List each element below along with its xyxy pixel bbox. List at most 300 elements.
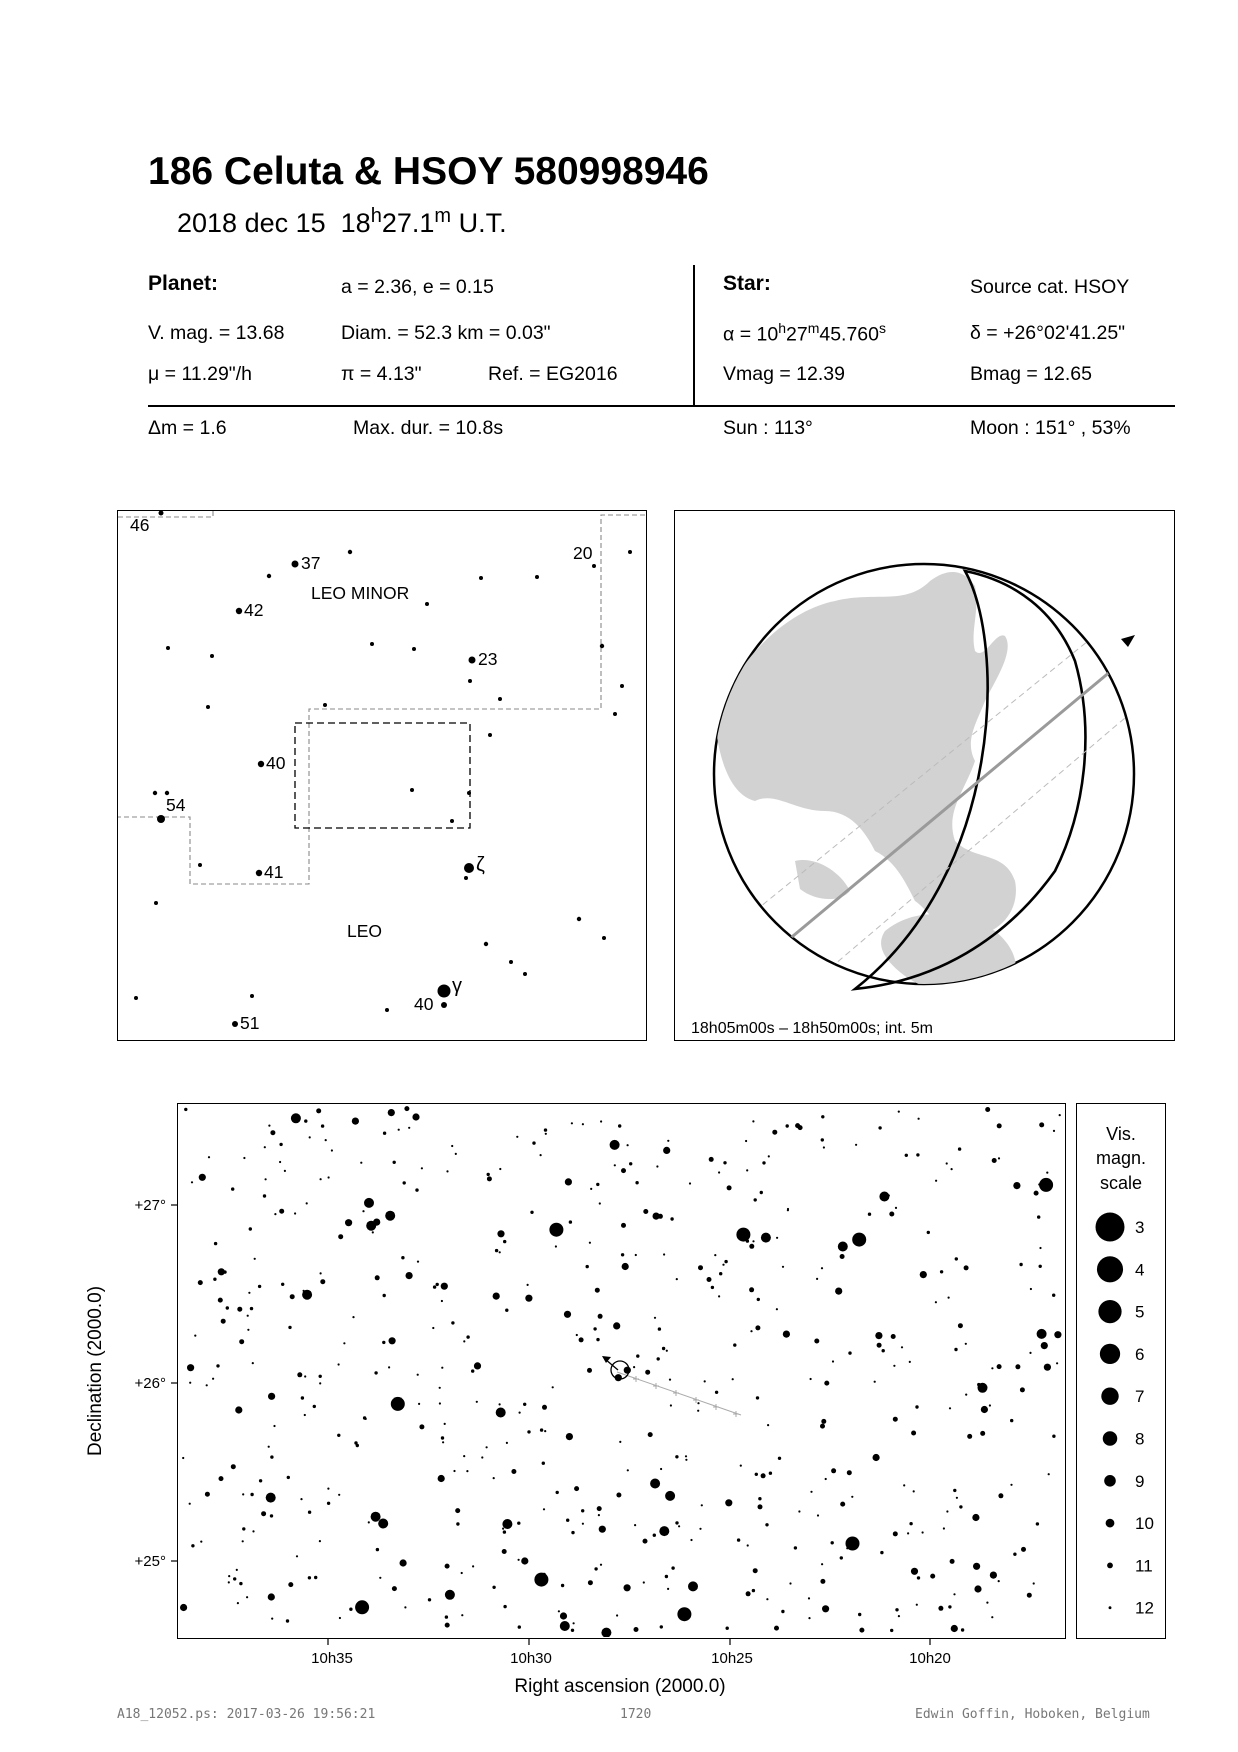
background-star [907, 1532, 909, 1534]
background-star [385, 1211, 395, 1221]
star-vmag: Vmag = 12.39 [723, 363, 845, 385]
background-star [616, 1493, 621, 1498]
background-star [549, 1223, 563, 1237]
background-star [610, 1140, 620, 1150]
background-star [382, 1341, 385, 1344]
finder-star-label: 20 [573, 543, 593, 563]
background-star [719, 1272, 722, 1275]
background-star [903, 1484, 905, 1486]
background-star [588, 1580, 593, 1585]
background-star [922, 1531, 924, 1533]
background-star [645, 1370, 650, 1375]
legend-title-line: Vis. [1106, 1124, 1136, 1144]
background-star [992, 1158, 997, 1163]
background-star [858, 1613, 861, 1616]
background-star [935, 1301, 937, 1303]
background-star [1041, 1342, 1048, 1349]
background-star [821, 1419, 826, 1424]
background-star [596, 1183, 599, 1186]
background-star [337, 1434, 340, 1437]
background-star [851, 1496, 853, 1498]
finder-star-label: 37 [301, 553, 321, 573]
background-star [629, 1162, 632, 1165]
background-star [889, 1212, 894, 1217]
background-star [461, 1572, 463, 1574]
background-star [657, 1357, 660, 1360]
background-star [279, 1161, 281, 1163]
background-star [718, 1171, 720, 1173]
background-star [1010, 1484, 1012, 1486]
background-star [481, 1456, 483, 1458]
finder-star-label: γ [452, 975, 462, 997]
background-star [824, 1381, 829, 1386]
background-star [1056, 1362, 1058, 1364]
background-star [236, 1569, 238, 1571]
background-star [1013, 1182, 1020, 1189]
background-star [959, 1505, 962, 1508]
background-star [633, 1366, 635, 1368]
legend-dot [1106, 1519, 1115, 1528]
y-tick-label: +25° [134, 1553, 166, 1570]
background-star [258, 1285, 261, 1288]
background-star [558, 1610, 560, 1612]
background-star [938, 1606, 943, 1611]
background-star [571, 1122, 573, 1124]
background-star [752, 1120, 754, 1122]
background-star [665, 1575, 668, 1578]
background-star [621, 1168, 626, 1173]
background-star [331, 1149, 333, 1151]
background-star [950, 1559, 955, 1564]
background-star [393, 1161, 396, 1164]
background-star [444, 1423, 446, 1425]
background-star [392, 1586, 397, 1591]
background-star [1027, 1593, 1032, 1598]
background-star [859, 1628, 864, 1633]
background-star [660, 1468, 662, 1470]
planet-orbit: a = 2.36, e = 0.15 [341, 276, 494, 298]
background-star [840, 1254, 845, 1259]
background-star [499, 1251, 501, 1253]
background-star [288, 1582, 293, 1587]
background-star [746, 1169, 748, 1171]
background-star [273, 1425, 275, 1427]
background-star [270, 1130, 275, 1135]
background-star [466, 1335, 469, 1338]
background-star [214, 1242, 217, 1245]
background-star [408, 1127, 410, 1129]
star-chart [177, 1103, 1066, 1639]
globe-svg [675, 511, 1173, 1039]
background-star [614, 1164, 616, 1166]
background-star [404, 1606, 406, 1608]
background-star [676, 1278, 678, 1280]
legend-title-line: magn. [1095, 1148, 1147, 1168]
background-star [755, 1325, 760, 1330]
background-star [635, 1181, 638, 1184]
background-star [789, 1582, 791, 1584]
background-star [868, 1213, 871, 1216]
planet-header: Planet: [148, 272, 219, 295]
background-star [428, 1598, 431, 1601]
background-star [270, 1455, 273, 1458]
background-star [758, 1504, 763, 1509]
background-star [653, 1534, 656, 1537]
background-star [958, 1147, 961, 1150]
background-star [237, 1602, 239, 1604]
legend-magnitude-label: 12 [1135, 1598, 1154, 1618]
background-star [724, 1260, 727, 1263]
background-star [648, 1432, 653, 1437]
legend-magnitude-label: 3 [1135, 1218, 1145, 1237]
background-star [599, 1202, 601, 1204]
background-star [953, 1593, 955, 1595]
y-tick-label: +27° [134, 1197, 166, 1214]
background-star [455, 1153, 457, 1155]
background-star [685, 1459, 687, 1461]
background-star [231, 1187, 234, 1190]
background-star [1039, 1178, 1053, 1192]
background-star [441, 1367, 443, 1369]
background-star [726, 1627, 729, 1630]
background-star [268, 1393, 275, 1400]
background-star [991, 1616, 993, 1618]
background-star [274, 1213, 276, 1215]
background-star [745, 1140, 747, 1142]
background-star [455, 1508, 460, 1513]
finder-star-label: 51 [240, 1013, 260, 1033]
background-star [766, 1598, 768, 1600]
legend-dot [1100, 1344, 1120, 1364]
background-star [309, 1136, 311, 1138]
background-star [519, 1412, 521, 1414]
background-star [573, 1622, 575, 1624]
background-star [986, 1602, 988, 1604]
background-star [715, 1391, 718, 1394]
background-star [810, 1378, 812, 1380]
background-star [461, 1614, 463, 1616]
background-star [445, 1564, 450, 1569]
background-star [372, 1231, 374, 1233]
background-star [893, 1531, 898, 1536]
background-star [355, 1600, 369, 1614]
magnitude-legend [1076, 1103, 1166, 1639]
background-star [290, 1294, 295, 1299]
background-star [368, 1521, 370, 1523]
background-star [576, 1334, 578, 1336]
background-star [242, 1540, 244, 1542]
background-star [831, 1468, 836, 1473]
background-star [955, 1257, 958, 1260]
background-star [493, 1293, 500, 1300]
background-star [521, 1557, 528, 1564]
star-source-catalog: Source cat. HSOY [970, 276, 1130, 298]
table-divider [693, 265, 695, 407]
legend-dot [1107, 1563, 1113, 1569]
background-star [304, 1414, 306, 1416]
background-star [199, 1174, 206, 1181]
background-star [288, 1326, 291, 1329]
finder-star-label: 54 [166, 795, 186, 815]
background-star [663, 1253, 665, 1255]
planet-reference: Ref. = EG2016 [488, 363, 618, 385]
background-star [953, 1489, 956, 1492]
background-star [582, 1523, 584, 1525]
x-tick-label: 10h30 [510, 1650, 552, 1667]
background-star [627, 1469, 629, 1471]
background-star [304, 1375, 306, 1377]
background-star [997, 1364, 1002, 1369]
background-star [320, 1178, 322, 1180]
legend-svg [1077, 1104, 1164, 1637]
background-star [496, 1408, 506, 1418]
background-star [598, 1314, 603, 1319]
background-star [476, 1401, 478, 1403]
background-star [555, 1245, 557, 1247]
background-star [981, 1406, 988, 1413]
background-star [373, 1219, 380, 1226]
background-star [991, 1367, 993, 1369]
background-star [948, 1605, 951, 1608]
background-star [308, 1576, 311, 1579]
background-star [360, 1162, 362, 1164]
background-star [698, 1265, 703, 1270]
background-star [589, 1242, 591, 1244]
background-star [226, 1306, 229, 1309]
background-star [471, 1369, 474, 1372]
legend-magnitude-label: 6 [1135, 1344, 1145, 1364]
background-star [270, 1514, 273, 1517]
background-star [905, 1154, 908, 1157]
background-star [503, 1240, 506, 1243]
background-star [948, 1297, 950, 1299]
background-star [832, 1360, 834, 1362]
background-star [590, 1188, 592, 1190]
background-star [772, 1130, 777, 1135]
planet-motion: μ = 11.29"/h [148, 363, 252, 385]
legend-magnitude-label: 4 [1135, 1260, 1145, 1280]
background-star [213, 1278, 216, 1281]
background-star [586, 1265, 589, 1268]
background-star [749, 1287, 754, 1292]
direction-arrow-icon [1121, 635, 1135, 647]
background-star [660, 1625, 663, 1628]
footer-author: Edwin Goffin, Hoboken, Belgium [915, 1707, 1150, 1722]
background-star [821, 1563, 823, 1565]
background-star [540, 1428, 543, 1431]
background-star [895, 1608, 898, 1611]
background-star [880, 1551, 883, 1554]
background-star [261, 1511, 266, 1516]
background-star [314, 1576, 317, 1579]
background-star [613, 1322, 620, 1329]
background-star [808, 1617, 810, 1619]
background-star [767, 1424, 769, 1426]
background-star [527, 1284, 529, 1286]
background-star [404, 1106, 409, 1111]
background-star [972, 1514, 979, 1521]
background-star [375, 1275, 380, 1280]
background-star [1034, 1191, 1039, 1196]
background-star [268, 1593, 275, 1600]
background-star [916, 1604, 918, 1606]
background-star [654, 1317, 656, 1319]
background-star [816, 1278, 818, 1280]
constellation-label-leo-minor: LEO MINOR [311, 583, 410, 603]
legend-magnitude-label: 7 [1135, 1387, 1145, 1407]
background-star [349, 1608, 352, 1611]
background-star [543, 1508, 545, 1510]
background-star [776, 1308, 778, 1310]
planet-diameter: Diam. = 52.3 km = 0.03" [341, 322, 551, 344]
background-star [338, 1234, 343, 1239]
background-star [600, 1564, 602, 1566]
background-star [325, 1139, 327, 1141]
page-title: 186 Celuta & HSOY 580998946 [148, 150, 709, 193]
background-star [506, 1442, 508, 1444]
background-star [778, 1457, 781, 1460]
background-star [1038, 1183, 1040, 1185]
background-star [451, 1321, 454, 1324]
background-star [621, 1253, 624, 1256]
background-star [732, 1378, 734, 1380]
background-star [663, 1147, 670, 1154]
background-star [433, 1285, 436, 1288]
asteroid-track [617, 1372, 741, 1417]
background-star [967, 1434, 972, 1439]
background-star [221, 1319, 226, 1324]
background-star [685, 1455, 687, 1457]
y-axis-label: Declination (2000.0) [85, 1285, 106, 1457]
background-star [1029, 1352, 1031, 1354]
background-star [301, 1396, 304, 1399]
background-star [581, 1509, 584, 1512]
background-star [486, 1446, 488, 1448]
background-star [1010, 1419, 1013, 1422]
background-star [697, 1410, 699, 1412]
background-star [598, 1514, 600, 1516]
star-chart-svg [178, 1104, 1064, 1637]
constellation-label-leo: LEO [347, 921, 383, 941]
background-star [264, 1146, 266, 1148]
background-star [722, 1264, 724, 1266]
background-star [1037, 1329, 1047, 1339]
background-star [242, 1527, 245, 1530]
background-star [678, 1525, 680, 1527]
legend-magnitude-label: 5 [1135, 1302, 1145, 1322]
background-star [893, 1417, 898, 1422]
legend-dot [1101, 1388, 1118, 1405]
max-duration: Max. dur. = 10.8s [353, 417, 504, 439]
background-star [747, 1544, 749, 1546]
background-star [998, 1157, 1000, 1159]
background-star [493, 1477, 495, 1479]
background-star [965, 1394, 967, 1396]
background-star [453, 1470, 455, 1472]
background-star [760, 1191, 763, 1194]
sun-elongation: Sun : 113° [723, 417, 813, 439]
background-star [561, 1584, 564, 1587]
background-star [266, 1493, 276, 1503]
background-star [761, 1233, 771, 1243]
background-star [675, 1455, 678, 1458]
background-star [733, 1343, 736, 1346]
background-star [544, 1128, 547, 1131]
background-star [618, 1124, 621, 1127]
background-star [247, 1315, 249, 1317]
background-star [911, 1431, 916, 1436]
background-star [560, 1621, 570, 1631]
background-star [345, 1219, 352, 1226]
background-star [518, 1559, 520, 1561]
star-right-ascension: $\alpha = 10^h27^m45.760^s$ [723, 320, 887, 346]
background-star [752, 1240, 754, 1242]
background-star [1015, 1364, 1020, 1369]
background-star [247, 1329, 249, 1331]
background-star [831, 1541, 834, 1544]
background-star [378, 1519, 388, 1529]
background-star [339, 1617, 341, 1619]
background-star [820, 1424, 825, 1429]
background-star [383, 1132, 386, 1135]
background-star [248, 1292, 250, 1294]
background-star [1037, 1215, 1040, 1218]
background-star [718, 1295, 720, 1297]
background-star [302, 1290, 312, 1300]
background-star [949, 1407, 951, 1409]
background-star [439, 1387, 441, 1389]
background-star [552, 1386, 554, 1388]
background-star [707, 1277, 712, 1282]
finder-chart [117, 510, 647, 1041]
background-star [503, 1530, 506, 1533]
background-star [352, 1316, 354, 1318]
background-star [313, 1405, 316, 1408]
background-star [725, 1499, 732, 1506]
background-star [622, 1263, 629, 1270]
background-star [499, 1168, 501, 1170]
background-star [306, 1202, 308, 1204]
background-star [320, 1279, 325, 1284]
background-star [787, 1208, 789, 1210]
background-star [688, 1581, 698, 1591]
star-header: Star: [723, 272, 771, 295]
table-rule [148, 405, 1175, 407]
background-star [825, 1478, 827, 1480]
background-star [391, 1397, 405, 1411]
background-star [973, 1563, 980, 1570]
background-star [259, 1479, 262, 1482]
legend-magnitude-label: 9 [1135, 1471, 1145, 1491]
background-star [279, 1209, 284, 1214]
background-star [600, 1120, 602, 1122]
background-star [736, 1228, 750, 1242]
background-star [239, 1339, 244, 1344]
background-star [364, 1198, 374, 1208]
background-star [1033, 1582, 1035, 1584]
background-star [1054, 1331, 1061, 1338]
background-star [795, 1123, 800, 1128]
x-tick-label: 10h35 [311, 1650, 353, 1667]
background-star [977, 1383, 980, 1386]
background-star [671, 1566, 674, 1569]
background-star [746, 1591, 751, 1596]
background-star [194, 1335, 196, 1337]
background-star [246, 1596, 248, 1598]
background-star [814, 1339, 819, 1344]
background-star [379, 1577, 381, 1579]
background-star [235, 1406, 242, 1413]
